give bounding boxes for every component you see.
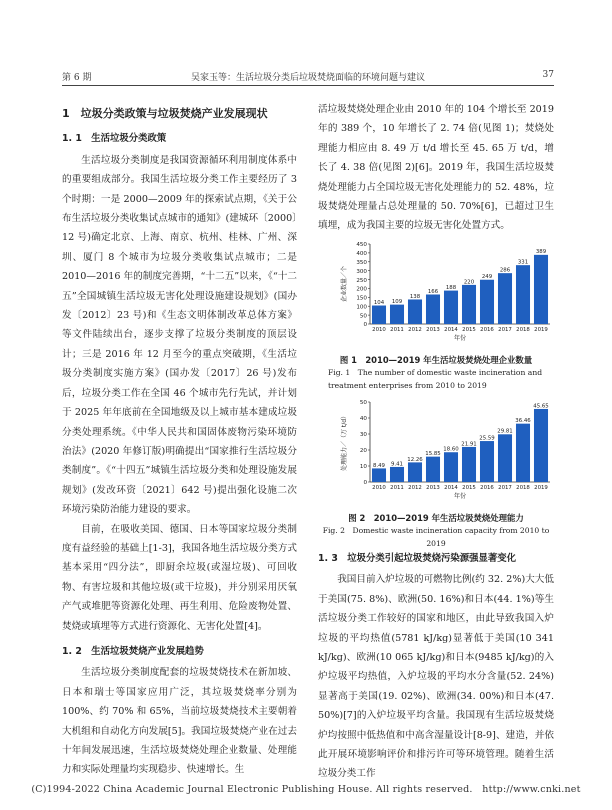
data-label: 220 — [463, 279, 475, 286]
x-tick-label: 2012 — [408, 327, 422, 333]
bar — [498, 434, 512, 482]
bar — [444, 291, 458, 324]
left-column — [62, 100, 297, 780]
data-label: 21.91 — [461, 441, 477, 448]
bar — [426, 294, 440, 324]
y-tick-label: 10 — [359, 464, 367, 471]
figure-2 — [318, 396, 554, 550]
y-tick-label: 300 — [356, 268, 367, 275]
y-tick-label: 350 — [356, 259, 367, 266]
x-axis-label: 年份 — [453, 493, 467, 500]
x-tick-label: 2016 — [480, 327, 494, 333]
bar — [390, 305, 404, 324]
bar — [480, 280, 494, 324]
running-title: 吴家玉等：生活垃圾分类后垃圾焚烧面临的环境问题与建议 — [190, 73, 425, 83]
x-tick-label: 2010 — [372, 485, 386, 491]
chart-enterprise-count — [318, 238, 554, 350]
bar — [372, 468, 386, 482]
figure-2-caption-en: Fig. 2 Domestic waste incineration capacity from 2010 to 2019 — [322, 526, 550, 548]
y-tick-label: 50 — [359, 400, 367, 407]
paragraph: 生活垃圾分类制度是我国资源循环利用制度体系中的重要组成部分。我国生活垃圾分类工作主要经历了 3 个时期：一是 2000—2009 年的探索试点期，《关于公布生活垃圾分类收集试点城市的通知》(建城环〔2000〕12 号)确定北京、上海、南京、杭州、桂林、广州、深圳、厦门 8 个城市为垃圾分类收集试点城市；二是 2010—2016 年的制度完善期，“十二五”以来，《“十二五”全国城镇生活垃圾无害化处理设施建设规划》(国办发〔2012〕23 号)和《生态文明体制改革总体方案》等文件陆续出台，逐步支撑了垃圾分类制度的顶层设计；三是 2016 年 12 月至今的重点突破期，《生活垃圾分类制度实施方案》(国办发〔2017〕26 号)发布后，垃圾分类工作在全国 46 个城市先行先试，并计划于 2025 年年底前在全国地级及以上城市基本建成垃圾分类处理系统。《中华人民共和国固体废物污染环境防治法》(2020 年修订版)明确提出“国家推行生活垃圾分类制度”。《“十四五”城镇生活垃圾分类和处理设施发展规划》(发改环资〔2021〕642 号)提出强化设施二次环境污染防治能力建设的要求。 — [62, 154, 297, 516]
subsection-heading-1-3: 1. 3 垃圾分类引起垃圾焚烧污染源强显著变化 — [318, 553, 516, 564]
bar — [516, 424, 530, 482]
data-label: 8.49 — [372, 462, 386, 469]
subsection-heading-1-1: 1. 1 生活垃圾分类政策 — [62, 133, 167, 145]
x-tick-label: 2019 — [534, 327, 548, 333]
y-tick-label: 0 — [363, 322, 367, 329]
figure-1-caption-en: Fig. 1 The number of domestic waste incineration and treatment enterprises from 2010 to 2019 — [328, 368, 543, 390]
paragraph: 生活垃圾分类制度配套的垃圾焚烧技术在新加坡、日本和瑞士等国家应用广泛，其垃圾焚烧率分别为 100%、约 70% 和 65%，当前垃圾焚烧技术主要朝着大机组和自动化方向发展[5]。我国垃圾焚烧产业在过去十年间发展迅速，生活垃圾焚烧处理企业数量、处理能力和实际处理量均实现稳步、快速增长。生 — [62, 667, 297, 776]
data-label: 389 — [535, 249, 547, 256]
data-label: 166 — [427, 288, 439, 295]
x-tick-label: 2012 — [408, 485, 422, 491]
y-tick-label: 100 — [356, 304, 367, 311]
data-label: 36.46 — [515, 418, 531, 425]
y-tick-label: 0 — [363, 480, 367, 487]
data-label: 109 — [391, 299, 403, 306]
x-tick-label: 2013 — [426, 327, 440, 333]
data-label: 331 — [517, 259, 529, 266]
header-rule — [62, 85, 554, 86]
chart-incineration-capacity — [318, 396, 554, 508]
x-tick-label: 2014 — [444, 485, 458, 491]
x-tick-label: 2018 — [516, 485, 530, 491]
bar — [426, 457, 440, 482]
y-tick-label: 400 — [356, 251, 367, 258]
y-tick-label: 40 — [359, 416, 367, 423]
data-label: 18.60 — [443, 446, 459, 453]
x-tick-label: 2018 — [516, 327, 530, 333]
right-column-top — [318, 100, 554, 242]
bar — [408, 299, 422, 324]
bar — [372, 306, 386, 324]
figure-1-caption-cn: 图 1 2010—2019 年生活垃圾焚烧处理企业数量 — [339, 355, 533, 365]
y-tick-label: 50 — [359, 313, 367, 320]
bar — [408, 462, 422, 482]
bar — [444, 452, 458, 482]
y-tick-label: 20 — [359, 448, 367, 455]
x-tick-label: 2016 — [480, 485, 494, 491]
data-label: 249 — [481, 274, 493, 281]
section-heading: 1 垃圾分类政策与垃圾焚烧产业发展现状 — [62, 107, 268, 120]
x-tick-label: 2019 — [534, 485, 548, 491]
page-number: 37 — [542, 70, 554, 80]
bar — [390, 467, 404, 482]
bar — [498, 273, 512, 324]
data-label: 104 — [373, 299, 385, 306]
subsection-heading-1-2: 1. 2 生活垃圾焚烧产业发展趋势 — [62, 645, 204, 657]
bar — [462, 447, 476, 482]
x-tick-label: 2017 — [498, 327, 512, 333]
paragraph: 活垃圾焚烧处理企业由 2010 年的 104 个增长至 2019 年的 389 个，10 年增长了 2. 74 倍(见图 1)；焚烧处理能力相应由 8. 49 万 t/d 增长至 45. 65 万 t/d，增长了 4. 38 倍(见图 2)[6]。2019 年，我国生活垃圾焚烧处理能力占全国垃圾无害化处理能力的 52. 48%，垃圾焚烧处理量占总处理量的 50. 70%[6]，已超过卫生填埋，成为我国主要的垃圾无害化处置方式。 — [318, 104, 554, 232]
y-axis-label: 处理能力／（万 t/d） — [341, 412, 348, 472]
paragraph: 目前，在吸收美国、德国、日本等国家垃圾分类制度有益经验的基础上[1-3]，我国各地生活垃圾分类方式基本采用“四分法”，即厨余垃圾(或湿垃圾)、可回收物、有害垃圾和其他垃圾(或干垃圾)，并分别采用厌氧产气或堆肥等资源化处理、再生利用、危险废物处置、焚烧或填埋等方式进行资源化、无害化处置[4]。 — [62, 523, 297, 632]
bar — [480, 441, 494, 482]
data-label: 138 — [409, 293, 421, 300]
x-tick-label: 2011 — [390, 485, 404, 491]
data-label: 9.41 — [390, 461, 404, 468]
bar — [534, 255, 548, 324]
x-tick-label: 2015 — [462, 327, 476, 333]
data-label: 29.81 — [497, 428, 513, 435]
y-tick-label: 200 — [356, 286, 367, 293]
x-tick-label: 2015 — [462, 485, 476, 491]
x-tick-label: 2014 — [444, 327, 458, 333]
y-tick-label: 30 — [359, 432, 367, 439]
x-axis-label: 年份 — [453, 335, 467, 342]
y-axis-label: 企业数量／个 — [341, 265, 348, 303]
data-label: 12.26 — [407, 456, 423, 463]
bar — [516, 265, 530, 324]
figure-1 — [318, 238, 554, 392]
data-label: 25.59 — [479, 435, 495, 442]
x-tick-label: 2013 — [426, 485, 440, 491]
bar — [534, 409, 548, 482]
right-column-bottom — [318, 543, 554, 784]
issue-number: 第 6 期 — [62, 73, 92, 83]
data-label: 286 — [499, 267, 511, 274]
x-tick-label: 2010 — [372, 327, 386, 333]
data-label: 188 — [445, 284, 457, 291]
data-label: 15.85 — [425, 451, 441, 458]
bar — [462, 285, 476, 324]
figure-2-caption-cn: 图 2 2010—2019 年生活垃圾焚烧处理能力 — [348, 513, 524, 523]
x-tick-label: 2011 — [390, 327, 404, 333]
paragraph: 我国目前入炉垃圾的可燃物比例(约 32. 2%)大大低于美国(75. 8%)、欧洲(50. 16%)和日本(44. 1%)等生活垃圾分类工作较好的国家和地区，由此导致我国入炉垃圾的平均热值(5781 kJ/kg)显著低于美国(10 341 kJ/kg)、欧洲(10 065 kJ/kg)和日本(9485 kJ/kg)的入炉垃圾平均热值，入炉垃圾的平均水分含量(52. 24%)显著高于美国(19. 02%)、欧洲(34. 00%)和日本(47. 50%)[7]的入炉垃圾平均含量。我国现有生活垃圾焚烧炉均按照中低热值和中高含湿量设计[8-9]、建造，并依此开展环境影响评价和排污许可等环境管理。随着生活垃圾分类工作 — [318, 574, 554, 780]
data-label: 45.65 — [533, 403, 549, 410]
copyright-footer: (C)1994-2022 China Academic Journal Electronic Publishing House. All rights reserved. http://www.cnki.net — [31, 784, 581, 795]
x-tick-label: 2017 — [498, 485, 512, 491]
y-tick-label: 150 — [356, 295, 367, 302]
y-tick-label: 450 — [356, 242, 367, 249]
y-tick-label: 250 — [356, 277, 367, 284]
